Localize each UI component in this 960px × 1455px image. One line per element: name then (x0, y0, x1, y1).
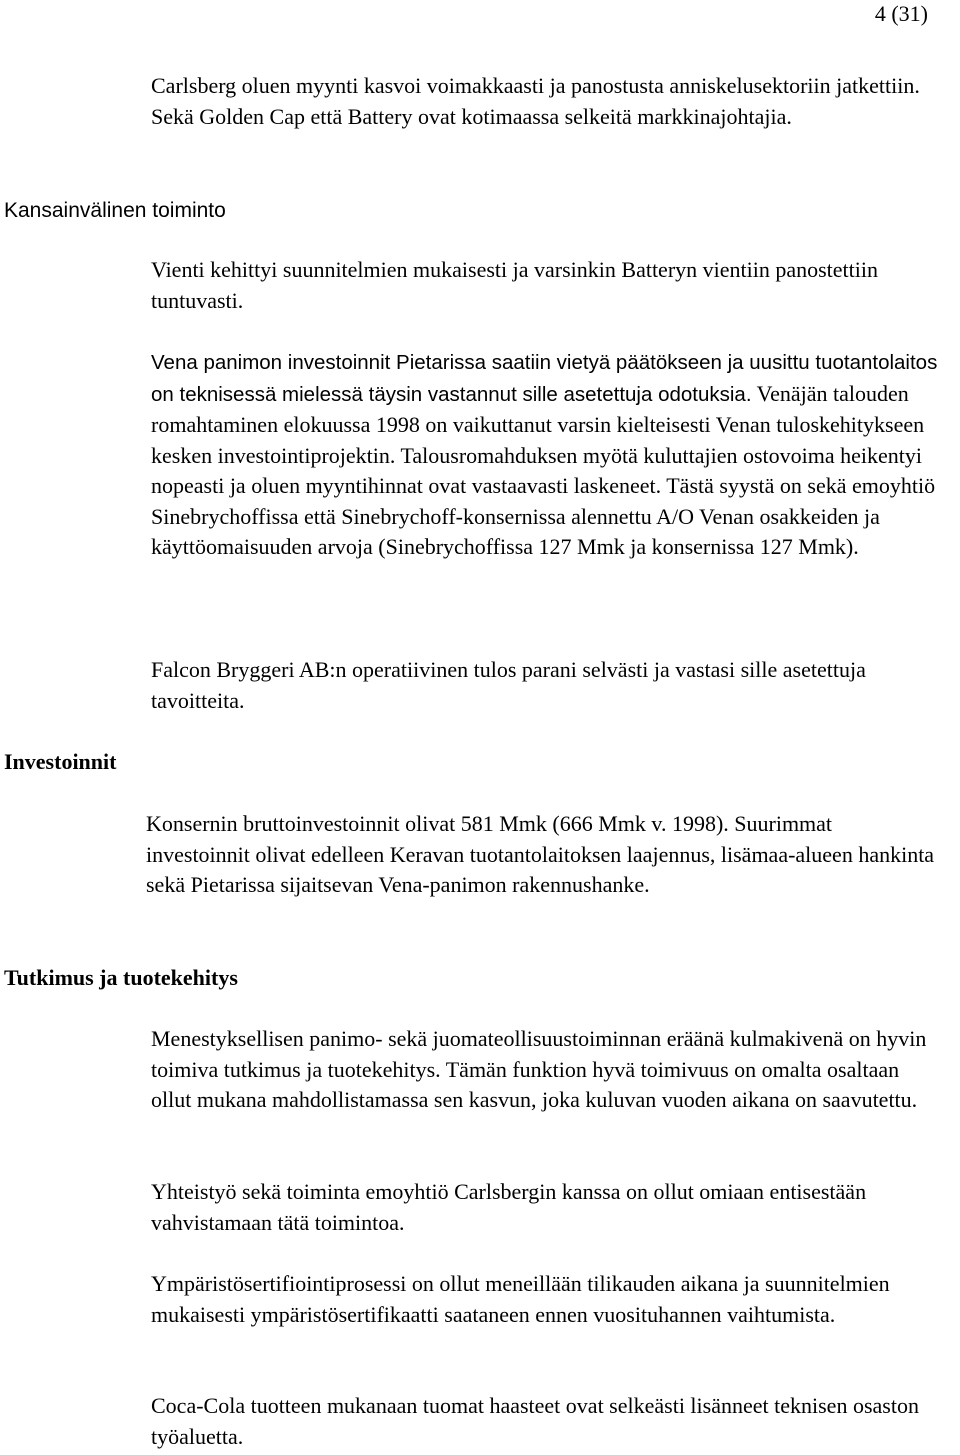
international-paragraph-2-tail: Tästä syystä on sekä emoyhtiö Sinebrychoffissa että Sinebrychoff-konsernissa alennettu A/O Venan osakkeiden ja käyttöomaisuuden arvoja (Sinebrychoffissa 127 Mmk ja konsernissa 127 Mmk). (151, 473, 936, 559)
international-paragraph-1: Vienti kehittyi suunnitelmien mukaisesti ja varsinkin Batteryn vientiin panostettiin tuntuvasti. (151, 257, 879, 313)
heading-research: Tutkimus ja tuotekehitys (4, 965, 238, 990)
heading-investments: Investoinnit (4, 749, 117, 774)
heading-international: Kansainvälinen toiminto (4, 199, 226, 222)
research-paragraph-3: Ympäristösertifiointiprosessi on ollut meneillään tilikauden aikana ja suunnitelmien mukaisesti ympäristösertifikaatti saataneen ennen vuosituhannen vaihtumista. (151, 1271, 890, 1327)
international-paragraph-2 (151, 347, 941, 563)
research-paragraph-1: Menestyksellisen panimo- sekä juomateollisuustoiminnan eräänä kulmakivenä on hyvin toimiva tutkimus ja tuotekehitys. Tämän funktion hyvä toimivuus on omalta osaltaan ollut mukana mahdollistamassa sen kasvun, joka kuluvan vuoden aikana on saavutettu. (151, 1026, 927, 1112)
research-paragraph-4: Coca-Cola tuotteen mukanaan tuomat haasteet ovat selkeästi lisänneet teknisen osaston työaluetta. (151, 1393, 919, 1449)
international-paragraph-2-lead: Vena panimon investoinnit Pietarissa saatiin vietyä päätökseen ja uusittu tuotantolaitos on teknisessä mielessä täysin vastannut sille asetettuja odotuksia. (151, 351, 938, 406)
international-paragraph-2-body: Venäjän talouden romahtaminen elokuussa 1998 on vaikuttanut varsin kielteisesti Venan tuloskehitykseen kesken investointiprojektin. Talousromahduksen myötä kuluttajien ostovoima heikentyi nopeasti ja oluen myyntihinnat ovat vastaavasti laskeneet. (151, 380, 925, 498)
page-number: 4 (31) (874, 1, 928, 26)
intro-paragraph: Carlsberg oluen myynti kasvoi voimakkaasti ja panostusta anniskelusektoriin jatkettiin. Sekä Golden Cap että Battery ovat kotimaassa selkeitä markkinajohtajia. (151, 73, 920, 129)
research-paragraph-2: Yhteistyö sekä toiminta emoyhtiö Carlsbergin kanssa on ollut omiaan entisestään vahvistamaan tätä toimintoa. (151, 1179, 867, 1235)
international-paragraph-3: Falcon Bryggeri AB:n operatiivinen tulos parani selvästi ja vastasi sille asetettuja tavoitteita. (151, 657, 866, 713)
investments-paragraph-1: Konsernin bruttoinvestoinnit olivat 581 Mmk (666 Mmk v. 1998). Suurimmat investoinnit olivat edelleen Keravan tuotantolaitoksen laajennus, lisämaa-alueen hankinta sekä Pietarissa sijaitsevan Vena-panimon rakennushanke. (146, 811, 935, 897)
